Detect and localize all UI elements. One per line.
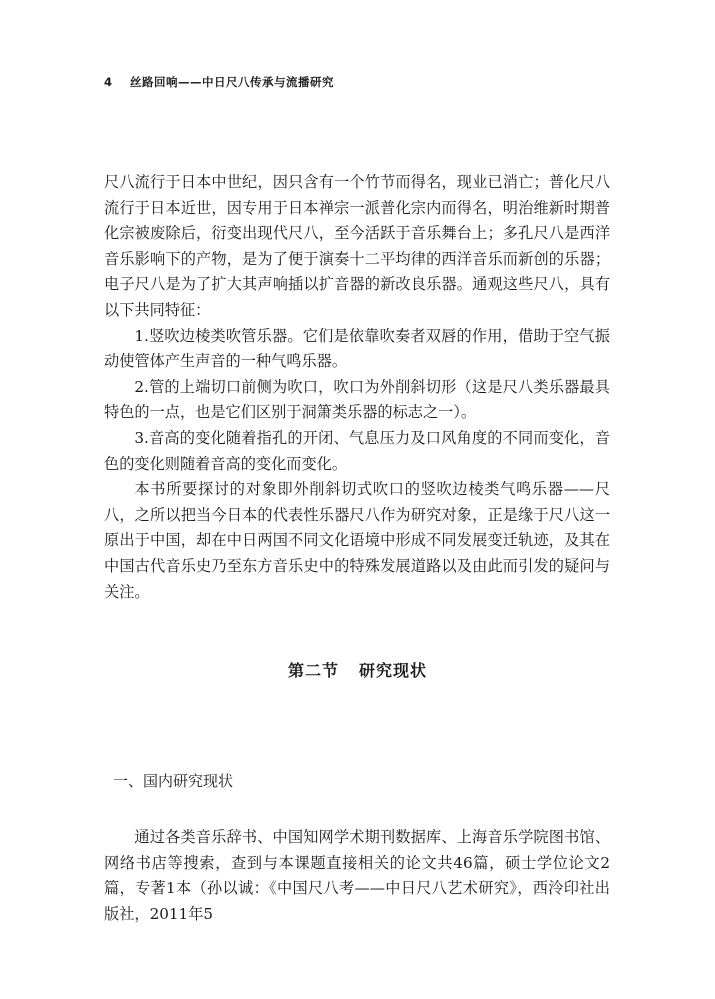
page-number: 4 <box>104 75 113 89</box>
section-number: 第二节 <box>287 661 339 680</box>
paragraph: 1.竖吹边棱类吹管乐器。它们是依靠吹奏者双唇的作用，借助于空气振动使管体产生声音的一种气鸣乐器。 <box>104 326 610 371</box>
subsection-heading: 一、国内研究现状 <box>113 772 234 790</box>
paragraph: 尺八流行于日本中世纪，因只含有一个竹节而得名，现业已消亡；普化尺八流行于日本近世，因专用于日本禅宗一派普化宗内而得名，明治维新时期普化宗被废除后，衍变出现代尺八，至今活跃于音乐舞台上；多孔尺八是西洋音乐影响下的产物，是为了便于演奏十二平均律的西洋音乐而新创的乐器；电子尺八是为了扩大其声响插以扩音器的新改良乐器。通观这些尺八，具有以下共同特征： <box>104 173 610 319</box>
paragraph: 2.管的上端切口前侧为吹口，吹口为外削斜切形（这是尺八类乐器最具特色的一点，也是它们区别于洞箫类乐器的标志之一）。 <box>104 377 610 422</box>
section-title: 研究现状 <box>359 661 428 680</box>
main-text-continued <box>104 825 610 927</box>
running-header <box>104 74 334 90</box>
paragraph: 通过各类音乐辞书、中国知网学术期刊数据库、上海音乐学院图书馆、网络书店等搜索，查到与本课题直接相关的论文共46篇，硕士学位论文2篇，专著1本（孙以诚：《中国尺八考——中日尺八艺术研究》，西泠印社出版社，2011年5 <box>104 828 610 923</box>
paragraph: 3.音高的变化随着指孔的开闭、气息压力及口风角度的不同而变化，音色的变化则随着音高的变化而变化。 <box>104 428 610 473</box>
main-text <box>104 170 610 605</box>
running-title: 丝路回响——中日尺八传承与流播研究 <box>130 75 334 89</box>
paragraph: 本书所要探讨的对象即外削斜切式吹口的竖吹边棱类气鸣乐器——尺八，之所以把当今日本的代表性乐器尺八作为研究对象，正是缘于尺八这一原出于中国，却在中日两国不同文化语境中形成不同发展变迁轨迹，及其在中国古代音乐史乃至东方音乐史中的特殊发展道路以及由此而引发的疑问与关注。 <box>104 480 610 601</box>
section-heading <box>0 658 715 681</box>
